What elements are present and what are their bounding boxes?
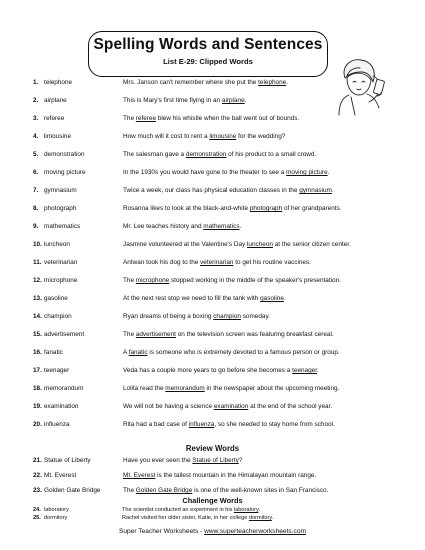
page-title: Spelling Words and Sentences: [93, 36, 323, 53]
item-number: 25.: [33, 515, 41, 521]
sentence-text: The salesman gave a: [123, 151, 186, 158]
example-sentence: [123, 470, 316, 481]
review-heading: Review Words: [185, 444, 240, 453]
spelling-word: veterinarian: [44, 259, 78, 266]
item-number: 4.: [33, 133, 39, 140]
sentence-text: Rosanna likes to look at the black-and-white: [123, 205, 250, 212]
spelling-word: moving picture: [44, 169, 86, 176]
spelling-word: microphone: [44, 277, 78, 284]
item-number: 24.: [33, 507, 41, 513]
underlined-word: Golden Gate Bridge: [135, 487, 193, 494]
underlined-word: airplane: [221, 97, 245, 104]
underlined-word: veterinarian: [200, 259, 234, 266]
sentence-text: Veda has a couple more years to go before she becomes a: [123, 367, 293, 374]
underlined-word: moving picture: [286, 169, 328, 176]
list-item: [0, 113, 425, 124]
example-sentence: [123, 221, 241, 232]
example-sentence: [123, 275, 341, 286]
underlined-word: memorandum: [165, 385, 205, 392]
spelling-word: demonstration: [44, 151, 85, 158]
spelling-word: gymnasium: [44, 187, 77, 194]
sentence-text: .: [244, 97, 247, 104]
sentence-text: Rita had a bad case of: [123, 421, 189, 428]
sentence-text: Lolita read the: [123, 385, 166, 392]
list-item: [0, 185, 425, 196]
item-number: 6.: [33, 169, 39, 176]
example-sentence: [123, 185, 334, 196]
example-sentence: [122, 506, 260, 514]
spelling-word: Mt. Everest: [44, 472, 77, 479]
example-sentence: [123, 131, 285, 142]
example-sentence: [123, 347, 340, 358]
list-item: [0, 221, 425, 232]
spelling-word: airplane: [44, 97, 67, 104]
challenge-heading: Challenge Words: [182, 496, 243, 505]
underlined-word: telephone: [258, 79, 287, 86]
sentence-text: Twice a week, our class has physical education classes in the: [123, 187, 300, 194]
item-number: 9.: [33, 223, 39, 230]
item-number: 10.: [33, 241, 42, 248]
item-number: 3.: [33, 115, 39, 122]
example-sentence: [123, 365, 319, 376]
example-sentence: [123, 257, 311, 268]
example-sentence: [123, 419, 335, 430]
item-number: 11.: [33, 259, 42, 266]
sentence-text: We will not be having a science: [123, 403, 214, 410]
example-sentence: [123, 311, 270, 322]
list-item: [0, 365, 425, 376]
spelling-word: Statue of Liberty: [44, 457, 91, 464]
underlined-word: Statue of Liberty: [192, 457, 239, 464]
underlined-word: gymnasium: [299, 187, 332, 194]
spelling-word: limousine: [44, 133, 71, 140]
list-item: [0, 95, 425, 106]
sentence-text: .: [317, 367, 319, 374]
spelling-word: influenza: [44, 421, 70, 428]
sentence-text: The: [123, 277, 136, 284]
spelling-word: mathematics: [44, 223, 81, 230]
list-item: [0, 239, 425, 250]
underlined-word: mathematics: [203, 223, 240, 230]
example-sentence: [123, 203, 342, 214]
list-item: [0, 293, 425, 304]
list-item: [0, 485, 425, 496]
sentence-text: Rachel visited her older sister, Katie, in her college: [122, 515, 249, 521]
item-number: 15.: [33, 331, 42, 338]
underlined-word: champion: [213, 313, 241, 320]
item-number: 16.: [33, 349, 42, 356]
example-sentence: [123, 455, 242, 466]
spelling-word: gasoline: [44, 295, 68, 302]
sentence-text: , so she needed to stay home from school.: [214, 421, 335, 428]
sentence-text: .: [327, 169, 330, 176]
item-number: 19.: [33, 403, 42, 410]
sentence-text: .: [331, 187, 334, 194]
list-item: [0, 257, 425, 268]
list-item: [0, 149, 425, 160]
sentence-text: .: [239, 223, 242, 230]
sentence-text: someday.: [240, 313, 270, 320]
sentence-text: Jasmine volunteered at the Valentine's Day: [123, 241, 248, 248]
list-item: [0, 311, 425, 322]
title-box: [88, 31, 328, 77]
sentence-text: to get his routine vaccines.: [233, 259, 311, 266]
sentence-text: A: [123, 349, 129, 356]
sentence-text: at the senior citizen center.: [272, 241, 351, 248]
item-number: 5.: [33, 151, 39, 158]
sentence-text: Antwan took his dog to the: [123, 259, 201, 266]
list-item: [0, 383, 425, 394]
list-item: [0, 419, 425, 430]
spelling-word: Golden Gate Bridge: [44, 487, 101, 494]
item-number: 20.: [33, 421, 42, 428]
underlined-word: demonstration: [185, 151, 227, 158]
list-item: [0, 203, 425, 214]
list-item: [0, 455, 425, 466]
item-number: 2.: [33, 97, 39, 104]
sentence-text: .: [271, 515, 274, 521]
sentence-text: In the 1930s you would have gone to the theater to see a: [123, 169, 287, 176]
sentence-text: is the tallest mountain in the Himalayan mountain range.: [155, 472, 317, 479]
item-number: 23.: [33, 487, 42, 494]
sentence-text: on the television screen was featuring breakfast cereal.: [175, 331, 334, 338]
item-number: 14.: [33, 313, 42, 320]
underlined-word: gasoline: [260, 295, 284, 302]
spelling-word: champion: [44, 313, 72, 320]
spelling-word: laboratory: [44, 507, 69, 513]
underlined-word: influenza: [188, 421, 215, 428]
footer: [0, 528, 425, 535]
footer-prefix: Super Teacher Worksheets -: [118, 528, 205, 535]
list-item: [0, 347, 425, 358]
underlined-word: laboratory: [233, 507, 259, 513]
example-sentence: [122, 514, 273, 522]
example-sentence: [123, 401, 332, 412]
sentence-text: The: [123, 331, 136, 338]
underlined-word: referee: [135, 115, 157, 122]
example-sentence: [123, 239, 351, 250]
sentence-text: Mr. Lee teaches history and: [123, 223, 204, 230]
sentence-text: .: [283, 295, 286, 302]
spelling-word: memorandum: [44, 385, 84, 392]
underlined-word: Mt. Everest: [123, 472, 156, 479]
sentence-text: The scientist conducted an experiment in his: [122, 507, 234, 513]
example-sentence: [123, 95, 246, 106]
list-item: [0, 167, 425, 178]
example-sentence: [123, 293, 286, 304]
sentence-text: Ryan dreams of being a boxing: [123, 313, 214, 320]
item-number: 13.: [33, 295, 42, 302]
sentence-text: The: [123, 487, 136, 494]
list-item: [0, 329, 425, 340]
underlined-word: fanatic: [128, 349, 148, 356]
sentence-text: stopped working in the middle of the speaker's presentation.: [169, 277, 341, 284]
item-number: 17.: [33, 367, 42, 374]
list-item: [0, 131, 425, 142]
example-sentence: [123, 77, 288, 88]
spelling-word: dormitory: [44, 515, 68, 521]
sentence-text: Have you ever seen the: [123, 457, 193, 464]
underlined-word: luncheon: [247, 241, 273, 248]
spelling-word: luncheon: [44, 241, 70, 248]
spelling-word: photograph: [44, 205, 77, 212]
spelling-word: referee: [44, 115, 65, 122]
sentence-text: blew his whistle when the ball went out of bounds.: [156, 115, 300, 122]
underlined-word: microphone: [135, 277, 170, 284]
example-sentence: [123, 149, 316, 160]
sentence-text: .: [258, 507, 260, 513]
sentence-text: How much will it cost to rent a: [123, 133, 210, 140]
item-number: 1.: [33, 79, 39, 86]
list-item: [0, 401, 425, 412]
item-number: 7.: [33, 187, 39, 194]
underlined-word: dormitory: [248, 515, 272, 521]
spelling-word: advertisement: [44, 331, 85, 338]
spelling-word: examination: [44, 403, 79, 410]
sentence-text: .: [286, 79, 288, 86]
sentence-text: At the next rest stop we need to fill the tank with: [123, 295, 261, 302]
spelling-word: fanatic: [44, 349, 63, 356]
underlined-word: photograph: [249, 205, 283, 212]
item-number: 8.: [33, 205, 39, 212]
sentence-text: in the newspaper about the upcoming meeting.: [204, 385, 340, 392]
sentence-text: Mrs. Janson can't remember where she put the: [123, 79, 259, 86]
list-item: [0, 77, 425, 88]
underlined-word: examination: [213, 403, 249, 410]
footer-link[interactable]: www.superteacherworksheets.com: [204, 528, 307, 535]
sentence-text: The: [123, 115, 136, 122]
item-number: 18.: [33, 385, 42, 392]
underlined-word: advertisement: [135, 331, 176, 338]
sentence-text: at the end of the school year.: [248, 403, 333, 410]
example-sentence: [123, 113, 299, 124]
list-item: [0, 506, 425, 514]
list-item: [0, 514, 425, 522]
sentence-text: for the wedding?: [236, 133, 286, 140]
example-sentence: [123, 485, 328, 496]
underlined-word: limousine: [209, 133, 237, 140]
sentence-text: of his product to a small crowd.: [226, 151, 317, 158]
sentence-text: ?: [238, 457, 243, 464]
example-sentence: [123, 167, 329, 178]
spelling-word: telephone: [44, 79, 73, 86]
list-item: [0, 470, 425, 481]
spelling-word: teenager: [44, 367, 70, 374]
sentence-text: This is Mary's first time flying in an: [123, 97, 222, 104]
list-subtitle: List E-29: Clipped Words: [163, 57, 253, 66]
item-number: 22.: [33, 472, 42, 479]
list-item: [0, 275, 425, 286]
sentence-text: is someone who is extremely devoted to a famous person or group.: [147, 349, 340, 356]
sentence-text: of her grandparents.: [282, 205, 342, 212]
item-number: 12.: [33, 277, 42, 284]
item-number: 21.: [33, 457, 42, 464]
sentence-text: is one of the well-known sites in San Francisco.: [192, 487, 329, 494]
example-sentence: [123, 383, 339, 394]
example-sentence: [123, 329, 334, 340]
underlined-word: teenager: [292, 367, 317, 374]
